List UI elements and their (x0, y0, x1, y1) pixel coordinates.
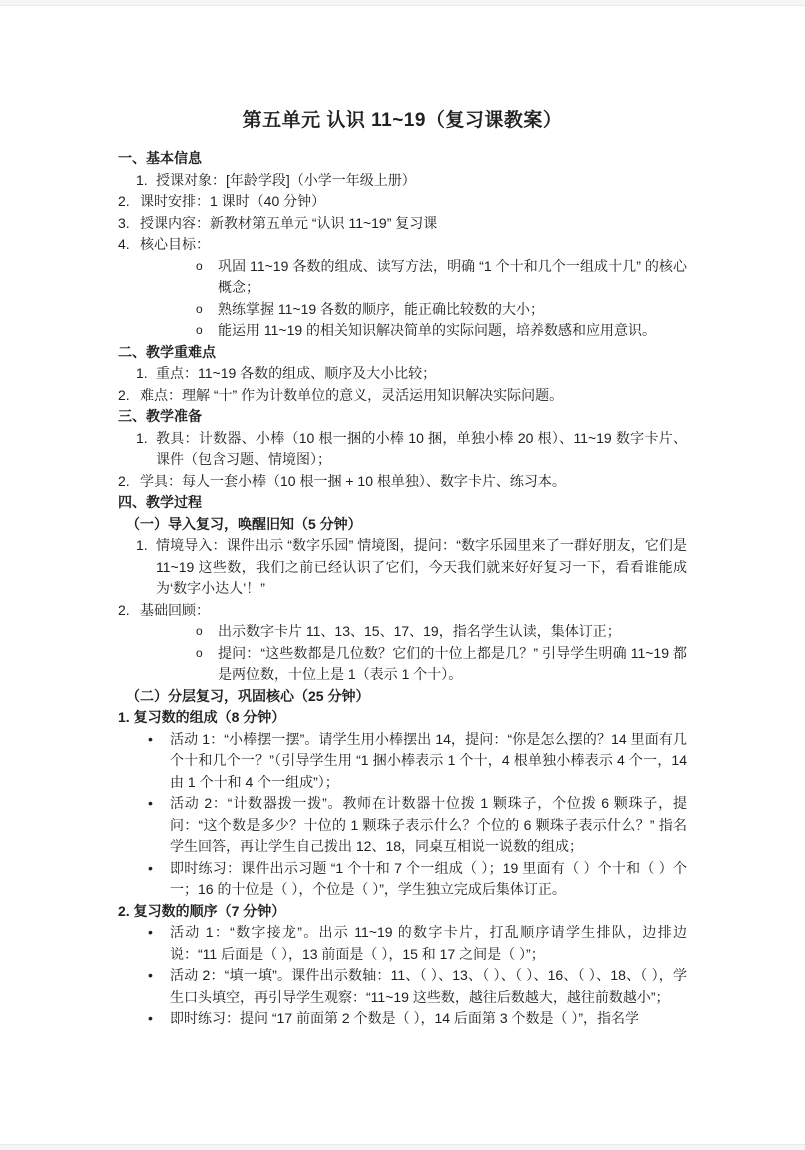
list-number: 2. (118, 193, 130, 209)
page-title: 第五单元 认识 11~19（复习课教案） (242, 110, 563, 131)
text-content: （二）分层复习，巩固核心（25 分钟） (126, 687, 370, 704)
list-item (0, 621, 805, 643)
text-content: 三、教学准备 (118, 408, 202, 424)
list-number: 2. (118, 472, 130, 489)
text-content: 重点：11~19 各数的组成、顺序及大小比较； (156, 365, 437, 381)
list-number: 1. (136, 429, 148, 446)
bullet-icon: • (148, 924, 153, 940)
heading (0, 148, 805, 170)
list-item (0, 729, 805, 794)
text-content: 出示数字卡片 11、13、15、17、19，指名学生认读，集体订正； (218, 623, 621, 639)
list-item (0, 600, 805, 622)
list-number: 4. (118, 236, 130, 252)
bullet-icon: o (196, 645, 203, 660)
list-item (0, 471, 805, 493)
list-item (0, 922, 805, 965)
list-item (0, 535, 805, 600)
text-content: 学具：每人一套小棒（10 根一捆 + 10 根单独）、数字卡片、练习本。 (140, 472, 566, 489)
text-content: 课时安排：1 课时（40 分钟） (140, 193, 326, 209)
text-content: 1. 复习数的组成（8 分钟） (118, 709, 286, 725)
list-item (0, 191, 805, 213)
bullet-icon: o (196, 624, 203, 638)
text-content: 基础回顾： (140, 601, 210, 618)
text-content: 授课对象：[年龄学段]（小学一年级上册） (156, 171, 416, 188)
text-content: 活动 2：“计数器拨一拨”。教师在计数器十位拨 1 颗珠子，个位拨 6 颗珠子，提问：“这个数是多少？十位的 1 颗珠子表示什么？个位的 6 颗珠子表示什么？” 指名学生回答，再让学生自己拨出 12、18，同桌互相说一说数的组成； (170, 795, 687, 854)
bullet-icon: o (196, 258, 203, 273)
text-content: 授课内容：新教材第五单元 “认识 11~19” 复习课 (140, 214, 438, 231)
list-item (0, 299, 805, 321)
text-content: 提问：“这些数都是几位数？它们的十位上都是几？” 引导学生明确 11~19 都是两位数，十位上是 1（表示 1 个十）。 (218, 644, 687, 682)
list-item (0, 363, 805, 385)
text-content: 即时练习：提问 “17 前面第 2 个数是（ ），14 后面第 3 个数是（ ）”，指名学 (170, 1010, 640, 1026)
text-content: 活动 1：“小棒摆一摆”。请学生用小棒摆出 14，提问：“你是怎么摆的？14 里面有几个十和几个一？”（引导学生用 “1 捆小棒表示 1 个十，4 根单独小棒表示 4 个一，14 由 1 个十和 4 个一组成”）； (170, 730, 687, 790)
list-item (0, 1008, 805, 1030)
text-content: 情境导入：课件出示 “数字乐园” 情境图，提问：“数字乐园里来了一群好朋友，它们是 11~19 这些数，我们之前已经认识了它们，今天我们就来好好复习一下，看看谁能成为‘数字小达人’！” (156, 537, 687, 596)
bullet-icon: • (148, 967, 153, 983)
list-item (0, 385, 805, 407)
text-content: 教具：计数器、小棒（10 根一捆的小棒 10 捆，单独小棒 20 根）、11~19 数字卡片、课件（包含习题、情境图）； (156, 429, 687, 467)
list-item (0, 965, 805, 1008)
text-content: 四、教学过程 (118, 494, 202, 510)
bullet-icon: o (196, 301, 203, 316)
list-number: 1. (136, 365, 148, 381)
list-item (0, 213, 805, 235)
text-content: 能运用 11~19 的相关知识解决简单的实际问题，培养数感和应用意识。 (218, 322, 657, 338)
list-item (0, 793, 805, 858)
text-content: （一）导入复习，唤醒旧知（5 分钟） (126, 515, 362, 532)
list-item (0, 170, 805, 192)
text-content: 活动 1：“数字接龙”。出示 11~19 的数字卡片，打乱顺序请学生排队，边排边说：“11 后面是（ ），13 前面是（ ），15 和 17 之间是（ ）”； (170, 924, 687, 962)
list-number: 2. (118, 386, 130, 403)
list-number: 3. (118, 214, 130, 231)
bullet-icon: • (148, 730, 153, 747)
document-body (0, 148, 805, 1030)
text-content: 难点：理解 “十” 作为计数单位的意义，灵活运用知识解决实际问题。 (140, 386, 564, 403)
text-content: 活动 2：“填一填”。课件出示数轴：11、（ ）、13、（ ）、（ ）、16、（ ）、18、（ ），学生口头填空，再引导学生观察：“11~19 这些数，越往后数越大，越往前数越小”； (170, 967, 687, 1005)
bullet-icon: • (148, 795, 153, 811)
list-number: 1. (136, 537, 148, 553)
text-content: 巩固 11~19 各数的组成、读写方法，明确 “1 个十和几个一组成十几” 的核心概念； (218, 257, 687, 295)
list-item (0, 643, 805, 686)
heading (0, 707, 805, 729)
list-number: 2. (118, 601, 130, 618)
list-item (0, 234, 805, 256)
text-content: 熟练掌握 11~19 各数的顺序，能正确比较数的大小； (218, 300, 545, 317)
bullet-icon: • (148, 1010, 153, 1026)
text-content: 核心目标： (140, 236, 210, 252)
heading (0, 514, 805, 536)
text-content: 二、教学重难点 (118, 343, 216, 360)
heading (0, 901, 805, 923)
list-item (0, 428, 805, 471)
list-item (0, 256, 805, 299)
bullet-icon: o (196, 323, 203, 337)
heading (0, 492, 805, 514)
bullet-icon: • (148, 859, 153, 876)
heading (0, 686, 805, 708)
list-number: 1. (136, 171, 148, 188)
list-item (0, 320, 805, 342)
text-content: 一、基本信息 (118, 150, 202, 166)
heading (0, 406, 805, 428)
heading (0, 342, 805, 364)
text-content: 即时练习：课件出示习题 “1 个十和 7 个一组成（ ）；19 里面有（ ）个十和（ ）个一；16 的十位是（ ），个位是（ ）”，学生独立完成后集体订正。 (170, 859, 687, 897)
document-page (0, 5, 805, 1145)
text-content: 2. 复习数的顺序（7 分钟） (118, 902, 286, 919)
list-item (0, 858, 805, 901)
